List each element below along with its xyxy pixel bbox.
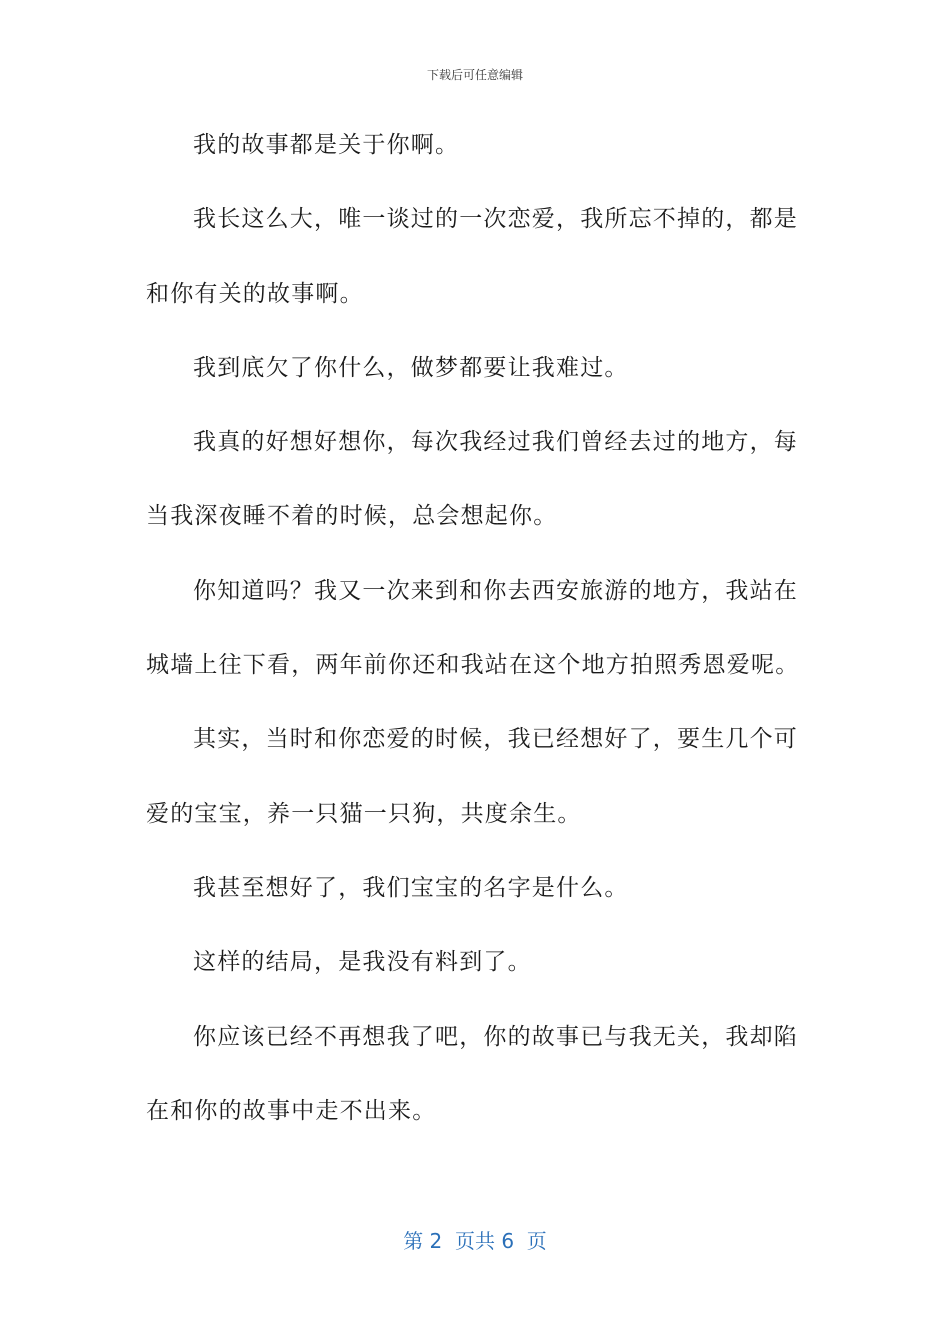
paragraph-line: 城墙上往下看，两年前你还和我站在这个地方拍照秀恩爱呢。 xyxy=(146,652,800,679)
paragraph-line: 你应该已经不再想我了吧，你的故事已与我无关，我却陷 xyxy=(193,1023,798,1050)
paragraph-line: 你知道吗？我又一次来到和你去西安旅游的地方，我站在 xyxy=(193,577,798,604)
paragraph-line: 我到底欠了你什么，做梦都要让我难过。 xyxy=(193,354,629,381)
paragraph-line: 我长这么大，唯一谈过的一次恋爱，我所忘不掉的，都是 xyxy=(193,206,798,233)
page-indicator: 第 2 页共 6 页 xyxy=(403,1229,547,1253)
paragraph-line: 在和你的故事中走不出来。 xyxy=(146,1097,437,1124)
paragraph-line: 我甚至想好了，我们宝宝的名字是什么。 xyxy=(193,874,629,901)
paragraph-line: 这样的结局，是我没有料到了。 xyxy=(193,949,532,976)
paragraph-line: 爱的宝宝，养一只猫一只狗，共度余生。 xyxy=(146,800,582,827)
paragraph-line: 我真的好想好想你，每次我经过我们曾经去过的地方，每 xyxy=(193,429,798,456)
paragraph-line: 我的故事都是关于你啊。 xyxy=(193,132,460,158)
paragraph-line: 其实，当时和你恋爱的时候，我已经想好了，要生几个可 xyxy=(193,726,798,753)
paragraph-line: 当我深夜睡不着的时候，总会想起你。 xyxy=(146,503,558,530)
document-body xyxy=(146,120,800,1160)
paragraph-line: 和你有关的故事啊。 xyxy=(146,280,364,307)
header-note: 下载后可任意编辑 xyxy=(426,68,523,82)
